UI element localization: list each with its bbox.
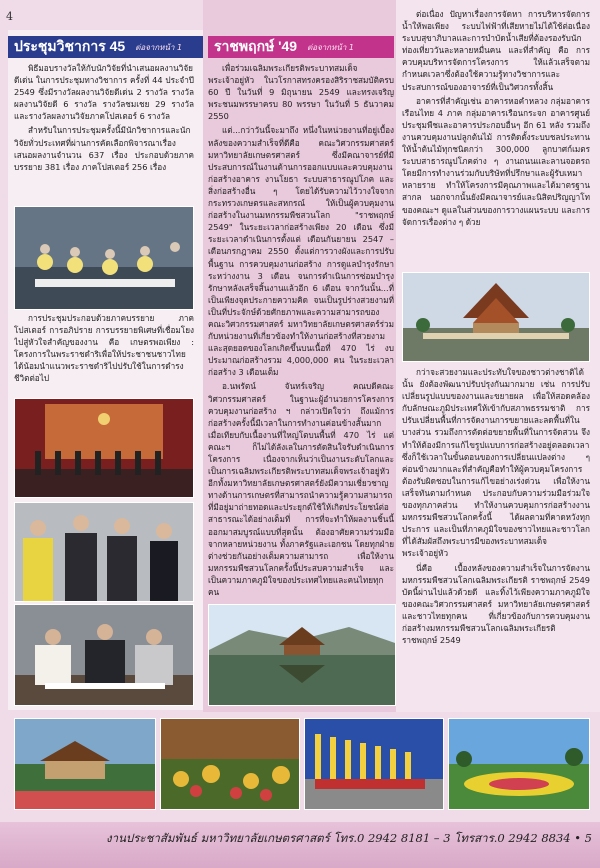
photo-strip-garden-1 <box>14 718 156 810</box>
left-article-continued: ต่อจากหน้า 1 <box>135 42 183 52</box>
right-text-block-2 <box>402 366 590 706</box>
paragraph: พิธีมอบรางวัลให้กับนักวิจัยที่นำเสนอผลงานวิจัยดีเด่น ในการประชุมทางวิชาการ ครั้งที่ 44 ประจำปี 2549 ซึ่งมีรางวัลผลงานวิจัยดีเด่น 2 รางวัล รางวัลผลงานวิจัยดี 6 รางวัล รางวัลชมเชย 29 รางวัล และรางวัลผลงานวิจัยภาคโปสเตอร์ 6 รางวัล <box>14 63 194 122</box>
photo-signing-table <box>14 604 194 706</box>
page-number: 4 <box>6 10 13 23</box>
paragraph: อาคารที่สำคัญเช่น อาคารหอคำหลวง กลุ่มอาคารเรือนไทย 4 ภาค กลุ่มอาคารเรือนกระจก อาคารศูนย์ประชุมพืชและอาคารประกอบอื่นๆ อีก 61 หลัง รวมถึงงานควบคุมงานปลูกต้นไม้ การติดตั้งระบบชลประทานให้น้ำต้นไม้ทุกชนิดกว่า 300,000 ลูกบาศก์เมตร ระบบสาธารณูปโภคต่าง ๆ งานถนนและลานจอดรถ โดยมีการทำงานร่วมกับบริษัทที่ปรึกษาและผู้รับเหมาหลายราย ทำให้โครงการมีคุณภาพและได้มาตรฐานสากล นอกจากนั้นยังมีคณาจารย์และนิสิตปริญญาโทของคณะฯ ดูแลในส่วนของการวางแผนระบบ และการจัดการเรื่องต่าง ๆ ด้วย <box>402 95 590 227</box>
paragraph: นี่คือ เบื้องหลังของความสำเร็จในการจัดงานมหกรรมพืชสวนโลกเฉลิมพระเกียรติ ราชพฤกษ์ 2549 บัดนี้ผ่านไปแล้วด้วยดี และทิ้งไว้เพียงความภาคภูมิใจของคณะวิศวกรรมศาสตร์ มหาวิทยาลัยเกษตรศาสตร์ และชาวไทยทุกคน ที่เกี่ยวข้องกับการควบคุมงานก่อสร้างมหกรรมพืชสวนโลกเฉลิมพระเกียรติ ราชพฤกษ์ 2549 <box>402 562 590 646</box>
photo-officials-group <box>14 502 194 602</box>
left-article-header <box>8 36 203 58</box>
left-text-block-2 <box>14 312 194 396</box>
paragraph: อ.นพรัตน์ จันทร์เจริญ คณบดีคณะวิศวกรรมศาสตร์ ในฐานะผู้อำนวยการโครงการควบคุมงานก่อสร้าง ฯ กล่าวเปิดใจว่า ถึงแม้การก่อสร้างครั้งนี้มีเวลาในการทำงานค่อนข้างสั้นมากเมื่อเทียบกับเนื้องานที่ใหญ่โตบนพื้นที่ 470 ไร่ แต่คณะฯ ก็ไม่ได้ลังเลในการตัดสินใจรับดำเนินการโครงการ เนื่องจากเห็นว่าเป็นงานระดับโลกและเป็นการเฉลิมพระเกียรติพระบาทสมเด็จพระเจ้าอยู่หัว อีกทั้งมหาวิทยาลัยเกษตรศาสตร์ยังมีความเชี่ยวชาญทางด้านการเกษตรที่สามารถนำความรู้ความสามารถที่มีอยู่มาถ่ายทอดและประยุกต์ใช้ให้เกิดประโยชน์ต่อสาธารณะได้อย่างเต็มที่ การที่จะทำให้ผลงานชิ้นนี้ออกมาสมบูรณ์แบบที่สุดนั้น ต้องอาศัยความร่วมมือจากหลายหน่วยงาน ทั้งภาครัฐและเอกชน โดยทุกฝ่ายต่างช่วยกันอย่างเต็มความสามารถ เพื่อให้งานมหกรรมพืชสวนโลกครั้งนี้ประสบความสำเร็จ และเป็นความภาคภูมิใจของประเทศไทยและคนไทยทุกคน <box>208 381 394 598</box>
photo-strip-garden-2 <box>160 718 300 810</box>
right-text-block-1 <box>402 8 590 270</box>
photo-pavilion-reflection <box>208 604 396 706</box>
mid-text-block <box>208 62 394 602</box>
photo-stage-ceremony <box>14 398 194 498</box>
paragraph: การประชุมประกอบด้วยภาคบรรยาย ภาคโปสเตอร์ การอภิปราย การบรรยายพิเศษที่เชื่อมโยงไปสู่หัวใจสำคัญของงาน คือ เกษตรพอเพียง : โครงการในพระราชดำริเพื่อให้ประชาชนชาวไทยได้น้อมนำแนวพระราชดำริไปปรับใช้ในการดำรงชีวิตต่อไป <box>14 313 194 384</box>
paragraph: สำหรับในการประชุมครั้งนี้มีนักวิชาการและนักวิจัยทั่วประเทศที่ผ่านการคัดเลือกพิจารณาเรื่องเสนอผลงานจำนวน 637 เรื่อง ประกอบด้วยภาคบรรยาย 381 เรื่อง ภาคโปสเตอร์ 256 เรื่อง <box>14 125 194 172</box>
mid-article-title: ราชพฤกษ์ '49 <box>214 38 298 54</box>
paragraph: กว่าจะสวยงามและประทับใจของชาวต่างชาติได้นั้น ยังต้องพัฒนาปรับปรุงกันมากมาย เช่น การปรับเปลี่ยนรูปแบบของงานและขยายผล เพื่อให้สอดคล้องกับลักษณะภูมิประเทศให้เข้ากับสภาพธรรมชาติ การปรับเปลี่ยนพื้นที่การจัดงานการขยายและลดพื้นที่ในบางส่วน รวมถึงการตัดต่อขยายพื้นที่ในการจัดสวน จึงทำให้ต้องมีการแก้ไขรูปแบบการก่อสร้างอยู่ตลอดเวลา ซึ่งก็ใช้เวลาในขั้นตอนของการเปลี่ยนแปลงต่าง ๆ ค่อนข้างมากและที่สำคัญคือทำให้ผู้ควบคุมโครงการต้องรับผิดชอบในการแก้ไขอย่างเร่งด่วน เพื่อให้งานเสร็จทันตามกำหนด ประกอบกับความร่วมมือร่วมใจของทุกภาคส่วน ทำให้งานควบคุมการก่อสร้างงานมหกรรมพืชสวนโลกครั้งนี้ ได้ผลตามที่คาดหวังทุกประการ และเป็นที่ภาคภูมิใจของชาวไทยและชาวโลก ที่ได้สัมผัสถึงพระบารมีของพระบาทสมเด็จพระเจ้าอยู่หัว <box>402 367 590 559</box>
footer-contact-text: งานประชาสัมพันธ์ มหาวิทยาลัยเกษตรศาสตร์ โทร.0 2942 8181 – 3 โทรสาร.0 2942 8834 • 5 <box>106 831 592 845</box>
left-article-title: ประชุมวิชาการ 45 <box>14 38 126 54</box>
paragraph: แต่...กว่าวันนี้จะมาถึง หนึ่งในหน่วยงานที่อยู่เบื้องหลังของความสำเร็จที่ดีคือ คณะวิศวกรรมศาสตร์ มหาวิทยาลัยเกษตรศาสตร์ ซึ่งมีคณาจารย์ที่มีประสบการณ์ในงานด้านการออกแบบและควบคุมงานก่อสร้างอาคาร งานโยธา ระบบสาธารณูปโภค และสิ่งก่อสร้างอื่น ๆ โดยได้รับความไว้วางใจจาก กระทรวงเกษตรและสหกรณ์ ให้เป็นผู้ควบคุมงานก่อสร้างในงานมหกรรมพืชสวนโลก "ราชพฤกษ์ 2549" ในระยะเวลาก่อสร้างเพียง 20 เดือน ซึ่งมีระยะเวลาดำเนินการตั้งแต่ เดือนกันยายน 2547 – เดือนกรกฎาคม 2550 ตั้งแต่การวางผังและการปรับพื้นฐาน การควบคุมงานก่อสร้าง การดูแลบำรุงรักษาระหว่างงาน 3 เดือน จนการดำเนินการซ่อมบำรุงรักษาหลังเสร็จสิ้นงานแล้วอีก 6 เดือน จากวันนั้น...ที่เป็นเพียงจุดประกายความคิด จนเป็นรูปร่างสวยงามที่เป็นที่ประจักษ์ด้วยศักยภาพและความสามารถของคณะวิศวกรรมศาสตร์ มหาวิทยาลัยเกษตรศาสตร์ร่วมกับหน่วยงานที่เกี่ยวข้องทำให้งานก่อสร้างที่สวยงามและสุดยอดของโลกเกิดขึ้นบนเนื้อที่ 470 ไร่ งบประมาณก่อสร้างรวม 4,000,000 คน ในระยะเวลาก่อสร้าง 3 เดือนเต็ม <box>208 125 394 378</box>
photo-hor-kham-luang <box>402 272 590 362</box>
mid-article-header <box>208 36 394 58</box>
photo-strip-flowerbed <box>448 718 590 810</box>
photo-seminar-audience <box>14 206 194 310</box>
left-text-block-1 <box>14 62 194 202</box>
paragraph: ต่อเนื่อง ปัญหาเรื่องการจัดหา การบริหารจัดการน้ำให้พอเพียง ระบบไฟฟ้าที่เสียหายไม่ได้ใช้ต่อเนื่อง ระบบสุขาภิบาลและการบำบัดน้ำเสียที่ต้องรองรับนักท่องเที่ยววันละหลายหมื่นคน และที่สำคัญ คือ การควบคุมบริหารจัดการโครงการ ให้แล้วเสร็จตามกำหนดเวลาซึ่งต้องใช้ความรู้ทางวิชาการและประสบการณ์ของอาจารย์ที่เป็นวิศวกรทั้งสิ้น <box>402 9 590 92</box>
photo-strip-flags <box>304 718 444 810</box>
paragraph: เพื่อร่วมเฉลิมพระเกียรติพระบาทสมเด็จพระเจ้าอยู่หัว ในวโรกาสทรงครองสิริราชสมบัติครบ 60 ปี ในวันที่ 9 มิถุนายน 2549 และทรงเจริญพระชนมพรรษาครบ 80 พรรษา ในวันที่ 5 ธันวาคม 2550 <box>208 63 394 122</box>
footer-band <box>0 822 600 868</box>
mid-article-continued: ต่อจากหน้า 1 <box>307 42 354 52</box>
